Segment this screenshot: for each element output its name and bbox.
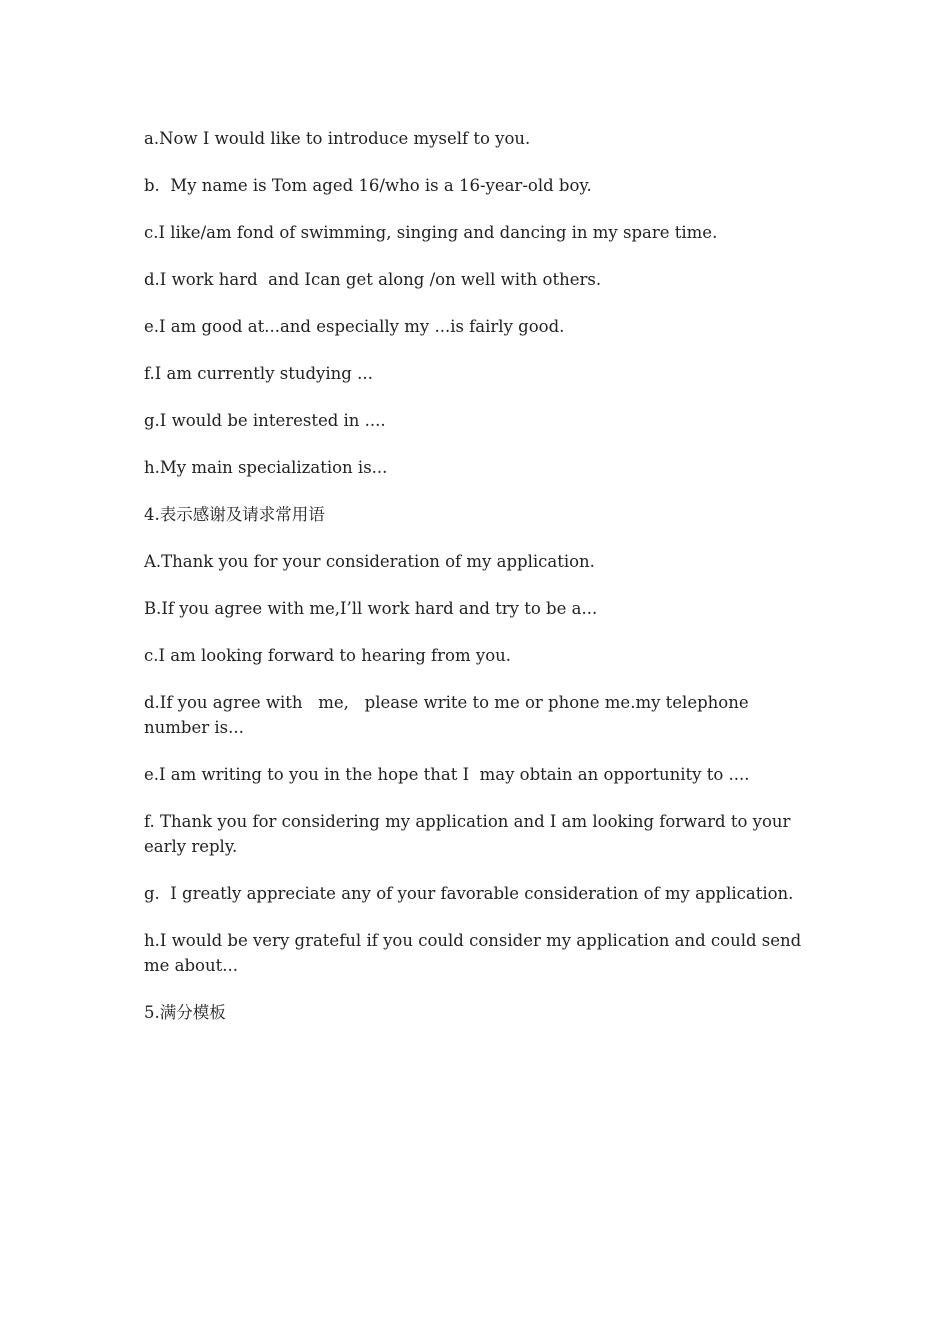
paragraph-thanks-B: B.If you agree with me,I’ll work hard and try to be a... bbox=[144, 599, 598, 618]
paragraph-intro-a: a.Now I would like to introduce myself to you. bbox=[144, 129, 531, 148]
paragraph-thanks-d: d.If you agree with me, please write to me or phone me.my telephone number is... bbox=[144, 693, 754, 737]
paragraph-thanks-e: e.I am writing to you in the hope that I may obtain an opportunity to .... bbox=[144, 765, 750, 784]
document-body bbox=[144, 126, 809, 1025]
paragraph-thanks-g: g. I greatly appreciate any of your favorable consideration of my application. bbox=[144, 884, 794, 903]
paragraph-intro-e: e.I am good at...and especially my ...is fairly good. bbox=[144, 317, 565, 336]
paragraph-intro-f: f.I am currently studying ... bbox=[144, 364, 373, 383]
paragraph-thanks-f: f. Thank you for considering my application and I am looking forward to your early reply. bbox=[144, 812, 796, 856]
section-heading-5: 5.满分模板 bbox=[144, 1003, 226, 1022]
section-heading-4: 4.表示感谢及请求常用语 bbox=[144, 505, 325, 524]
paragraph-intro-h: h.My main specialization is... bbox=[144, 458, 388, 477]
paragraph-intro-g: g.I would be interested in .... bbox=[144, 411, 386, 430]
paragraph-thanks-c: c.I am looking forward to hearing from you. bbox=[144, 646, 511, 665]
paragraph-intro-c: c.I like/am fond of swimming, singing and dancing in my spare time. bbox=[144, 223, 718, 242]
paragraph-thanks-h: h.I would be very grateful if you could consider my application and could send me about... bbox=[144, 931, 807, 975]
paragraph-intro-d: d.I work hard and Ican get along /on well with others. bbox=[144, 270, 602, 289]
paragraph-intro-b: b. My name is Tom aged 16/who is a 16-year-old boy. bbox=[144, 176, 592, 195]
paragraph-thanks-A: A.Thank you for your consideration of my application. bbox=[144, 552, 595, 571]
